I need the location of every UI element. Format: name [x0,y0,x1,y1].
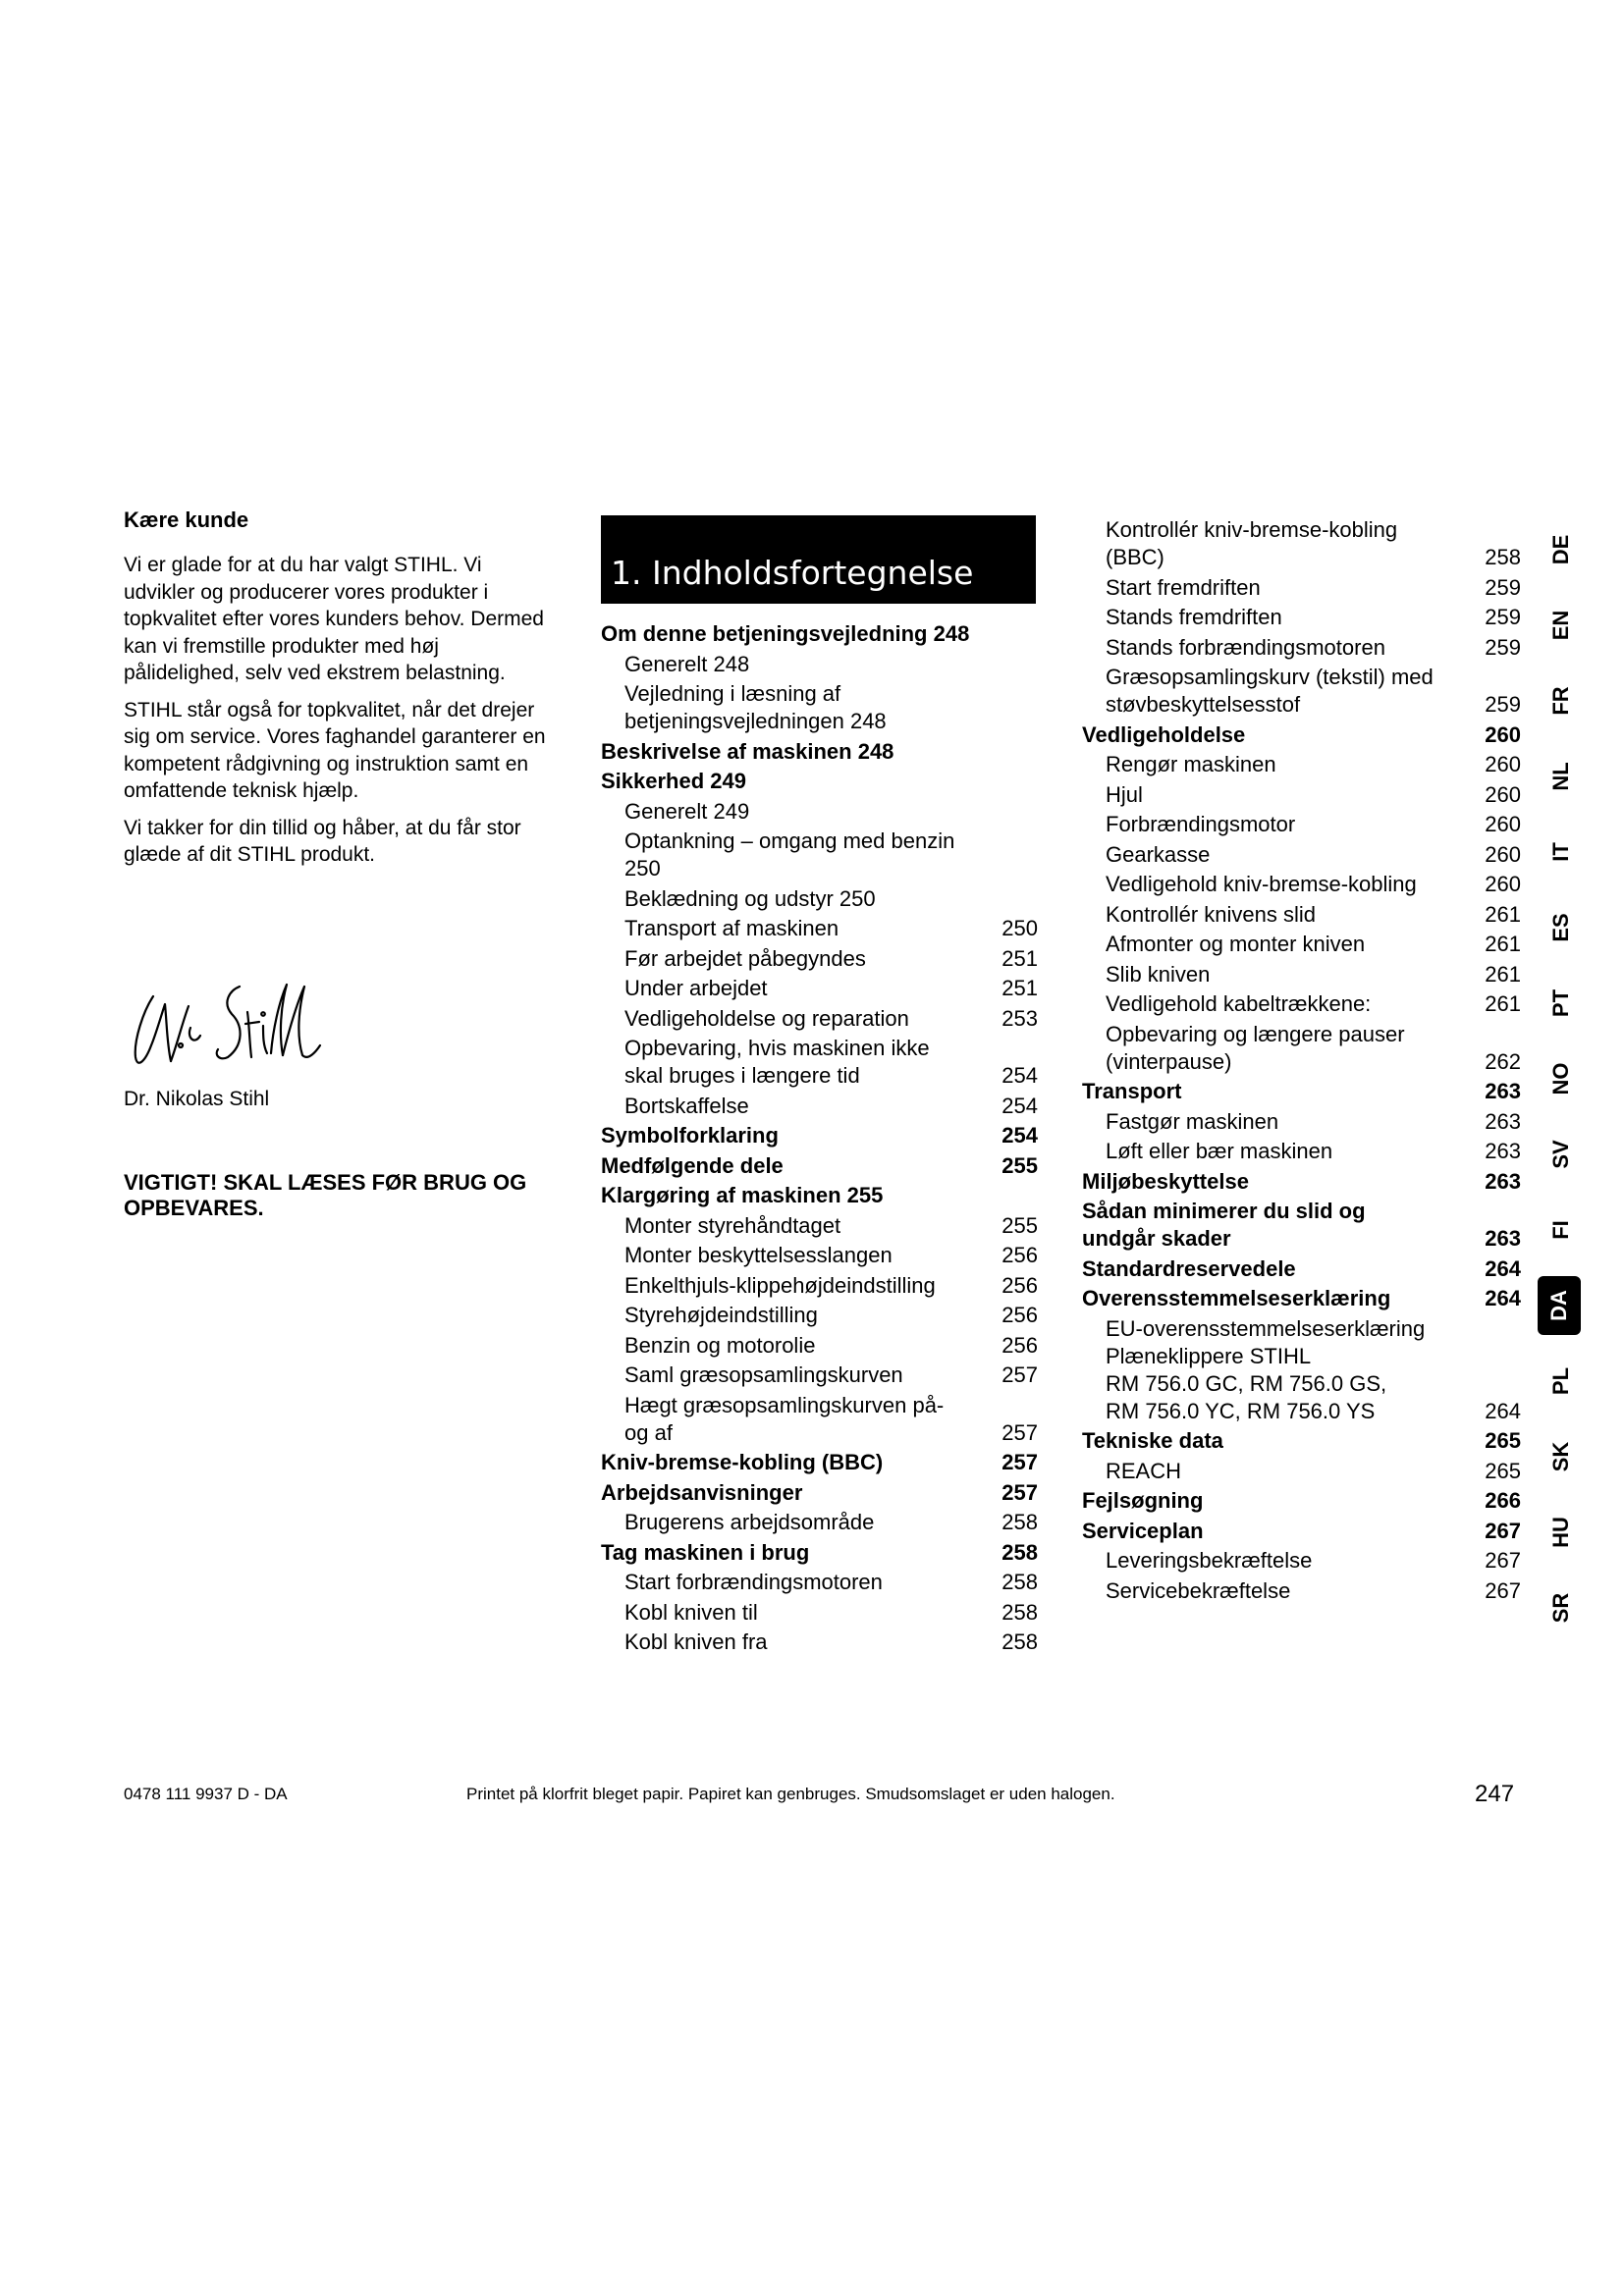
toc-entry-title-line: Enkelthjuls-klippehøjdeindstilling [624,1272,936,1298]
toc-entry-title [1106,1458,1476,1485]
toc-entry-page: 258 [1001,1629,1038,1654]
toc-entry-page: 263 [1485,1108,1521,1134]
language-tab-fr[interactable] [1542,671,1581,730]
toc-entry-title-line: Kobl kniven fra [624,1629,768,1654]
toc-entry-title [1106,781,1476,809]
toc-entry-title [1106,574,1476,602]
toc-entry-page: 265 [1485,1428,1521,1453]
toc-entry-title [1106,1108,1476,1136]
toc-entry-title-line: Opbevaring og længere pauser [1106,1021,1405,1046]
toc-entry-page: 263 [1485,1079,1521,1103]
toc-entry-title [624,1035,993,1090]
toc-entry-title-line: Stands fremdriften [1106,605,1282,629]
toc-entry-title-line: Græsopsamlingskurv (tekstil) med [1106,665,1434,689]
toc-entry-title-line: Beklædning og udstyr 250 [624,885,876,911]
toc-entry-title [1106,1547,1476,1575]
language-tab-label: PT [1548,988,1573,1018]
toc-entry-title [624,1569,993,1596]
toc-entry-title [624,885,993,913]
letter-paragraph: Vi takker for din tillid og håber, at du får stor glæde af dit STIHL produkt. [124,816,521,866]
toc-entry-title [1082,1198,1476,1253]
toc-entry-title-line: Forbrændingsmotor [1106,812,1296,836]
toc-entry-title-line: Bortskaffelse [624,1093,749,1118]
toc-entry-title [624,1302,993,1329]
toc-entry-page: 256 [1001,1243,1038,1267]
toc-entry-page: 251 [1001,945,1038,971]
toc-entry-page: 259 [1485,605,1521,629]
toc-subsection-entry[interactable] [601,651,1038,678]
toc-entry-title [601,1122,993,1149]
toc-entry-title [1106,990,1476,1018]
toc-entry-title-line: Afmonter og monter kniven [1106,932,1366,956]
toc-entry-page: 264 [1485,1398,1521,1423]
toc-entry-title-line: Optankning – omgang med benzin 250 [624,828,955,881]
toc-subsection-entry[interactable] [601,1242,1038,1269]
toc-subsection-entry[interactable] [601,1392,1038,1447]
toc-title: 1. Indholdsfortegnelse [611,554,974,592]
toc-section-entry[interactable] [601,620,1038,648]
toc-subsection-entry[interactable] [1082,990,1521,1018]
toc-title-box [601,515,1036,604]
toc-subsection-entry[interactable] [1082,901,1521,929]
language-tab-no[interactable] [1542,1049,1581,1108]
toc-entry-title-line: Transport [1082,1079,1182,1103]
toc-section-entry[interactable] [601,1539,1038,1567]
toc-entry-title [624,1093,993,1120]
page-number: 247 [1475,1781,1515,1807]
toc-subsection-entry[interactable] [1082,751,1521,778]
toc-section-entry[interactable] [1082,1285,1521,1312]
toc-entry-title-line: Transport af maskinen [624,916,839,940]
toc-entry-title-line: Tekniske data [1082,1428,1223,1453]
language-tab-sk[interactable] [1542,1427,1581,1486]
letter-greeting: Kære kunde [124,507,249,532]
toc-entry-title-line: Sikkerhed 249 [601,769,746,793]
toc-entry-title [1082,1285,1476,1312]
toc-entry-title [601,1182,993,1209]
toc-section-entry[interactable] [601,1152,1038,1180]
toc-entry-page: 259 [1485,634,1521,660]
language-tab-en[interactable] [1542,596,1581,655]
language-tab-de[interactable] [1542,520,1581,579]
toc-entry-title [624,1599,993,1627]
toc-entry-title [624,1272,993,1300]
toc-entry-title-line: Vedligeholdelse [1082,721,1246,747]
toc-section-entry[interactable] [1082,1518,1521,1545]
language-tab-pl[interactable] [1542,1352,1581,1411]
toc-entry-title-line: EU-overensstemmelseserklæring [1106,1315,1426,1341]
toc-subsection-entry[interactable] [601,885,1038,913]
toc-entry-title-line: Arbejdsanvisninger [601,1479,803,1505]
toc-entry-title [1106,1315,1476,1425]
language-tab-sv[interactable] [1542,1125,1581,1184]
toc-entry-page: 258 [1001,1510,1038,1534]
toc-subsection-entry[interactable] [1082,781,1521,809]
toc-entry-title-line: Generelt 249 [624,798,750,824]
language-tab-pt[interactable] [1542,974,1581,1033]
toc-subsection-entry[interactable] [1082,871,1521,898]
toc-entry-page: 260 [1485,841,1521,867]
toc-entry-title-line: Miljøbeskyttelse [1082,1168,1249,1194]
toc-entry-title-line: Symbolforklaring [601,1123,779,1148]
toc-entry-title-line: Standardreservedele [1082,1255,1296,1281]
toc-entry-title [1082,1255,1476,1283]
toc-entry-title [1106,841,1476,869]
toc-entry-title-line: skal bruges i længere tid [624,1063,860,1088]
toc-entry-title-line: Rengør maskinen [1106,752,1276,776]
toc-entry-page: 258 [1485,545,1521,569]
toc-entry-title-line: Om denne betjeningsvejledning 248 [601,621,970,646]
toc-subsection-entry[interactable] [601,945,1038,973]
toc-subsection-entry[interactable] [601,1035,1038,1090]
toc-entry-title-line: Servicebekræftelse [1106,1577,1291,1603]
toc-entry-title [601,768,993,795]
toc-entry-title-line: støvbeskyttelsesstof [1106,692,1301,717]
toc-entry-title-line: Start forbrændingsmotoren [624,1570,883,1594]
toc-entry-title-line: Vedligehold kabeltrækkene: [1106,991,1372,1016]
customer-letter [124,507,556,879]
toc-entry-title-line: Slib kniven [1106,961,1211,987]
toc-entry-title-line: Benzin og motorolie [624,1332,816,1358]
letter-paragraph: STIHL står også for topkvalitet, når det drejer sig om service. Vores faghandel garanterer en kompetent rådgivning og instruktion samt en omfattende teknisk hjælp. [124,698,546,802]
toc-entry-title [624,1629,993,1656]
language-tab-label: ES [1548,913,1573,942]
toc-section-entry[interactable] [601,768,1038,795]
toc-section-entry[interactable] [601,1479,1038,1507]
toc-entry-title-line: Kontrollér knivens slid [1106,901,1316,927]
toc-entry-title [1106,604,1476,631]
toc-subsection-entry[interactable] [601,1302,1038,1329]
toc-subsection-entry[interactable] [1082,604,1521,631]
language-tab-label: HU [1548,1517,1573,1548]
toc-subsection-entry[interactable] [1082,931,1521,958]
signer-name: Dr. Nikolas Stihl [124,1088,270,1110]
toc-entry-title [601,1539,993,1567]
toc-subsection-entry[interactable] [601,1569,1038,1596]
toc-subsection-entry[interactable] [601,828,1038,882]
toc-subsection-entry[interactable] [1082,1138,1521,1165]
toc-entry-page: 258 [1001,1539,1038,1565]
toc-entry-page: 250 [1001,916,1038,940]
toc-entry-title-line: Kontrollér kniv-bremse-kobling [1106,517,1398,542]
toc-entry-title [1082,1427,1476,1455]
language-tab-es[interactable] [1542,898,1581,957]
toc-entry-page: 261 [1485,932,1521,956]
signature-image [124,967,350,1080]
language-tab-label: NL [1548,762,1573,791]
toc-entry-page: 260 [1485,752,1521,776]
toc-entry-page: 257 [1001,1362,1038,1387]
toc-entry-title-line: og af [624,1419,673,1445]
toc-entry-title-line: Hjul [1106,781,1143,807]
letter-paragraph: Vi er glade for at du har valgt STIHL. Vi udvikler og producerer vores produkter i topkvalitet efter vores kunders behov. Dermed kan vi fremstille produkter med høj pålidelighed, selv ved ekstrem belastning. [124,554,544,684]
toc-entry-title-line: Saml græsopsamlingskurven [624,1362,903,1387]
toc-entry-title [601,1449,993,1476]
toc-subsection-entry[interactable] [1082,811,1521,838]
toc-entry-title-line: Start fremdriften [1106,574,1261,600]
toc-entry-title [624,945,993,973]
toc-entry-page: 259 [1485,574,1521,600]
toc-entry-page: 263 [1485,1226,1521,1251]
language-tab-it[interactable] [1542,823,1581,881]
toc-entry-page: 256 [1001,1303,1038,1327]
toc-section-entry[interactable] [1082,1487,1521,1515]
toc-entry-title-line: Leveringsbekræftelse [1106,1548,1313,1573]
language-tab-da[interactable] [1538,1276,1581,1335]
toc-column-middle [601,620,1038,1659]
toc-entry-title-line: Generelt 248 [624,651,750,676]
toc-entry-title [1082,721,1476,749]
toc-entry-title-line: Medfølgende dele [601,1152,784,1178]
toc-subsection-entry[interactable] [601,680,1038,735]
language-tab-sr[interactable] [1542,1578,1581,1637]
toc-entry-page: 255 [1001,1152,1038,1178]
toc-entry-page: 267 [1485,1518,1521,1543]
language-tab-label: PL [1548,1366,1573,1396]
language-tab-label: SV [1548,1140,1573,1169]
toc-subsection-entry[interactable] [1082,1577,1521,1605]
language-tab-label: EN [1548,610,1573,641]
toc-entry-title [624,828,993,882]
language-tab-fi[interactable] [1542,1201,1581,1259]
language-tab-label: NO [1548,1062,1573,1095]
toc-entry-title [1082,1487,1476,1515]
toc-entry-title-line: Plæneklippere STIHL [1106,1343,1312,1368]
toc-subsection-entry[interactable] [1082,841,1521,869]
toc-subsection-entry[interactable] [601,798,1038,826]
toc-entry-title [1106,871,1476,898]
toc-entry-title-line: Gearkasse [1106,841,1211,867]
toc-subsection-entry[interactable] [601,915,1038,942]
toc-entry-title-line: Tag maskinen i brug [601,1539,810,1565]
toc-entry-title-line: Overensstemmelseserklæring [1082,1286,1391,1310]
toc-section-entry[interactable] [1082,1168,1521,1196]
toc-entry-title-line: RM 756.0 GC, RM 756.0 GS, [1106,1370,1387,1396]
toc-entry-title [1106,811,1476,838]
toc-entry-title [624,915,993,942]
toc-entry-title-line: Klargøring af maskinen 255 [601,1183,884,1207]
toc-entry-title-line: Styrehøjdeindstilling [624,1303,818,1327]
warning-notice: VIGTIGT! SKAL LÆSES FØR BRUG OG OPBEVARES. [124,1170,527,1220]
toc-entry-title-line: Vedligeholdelse og reparation [624,1005,909,1031]
toc-entry-title-line: REACH [1106,1458,1182,1483]
toc-entry-title [1082,1518,1476,1545]
footer-note: Printet på klorfrit bleget papir. Papiret kan genbruges. Smudsomslaget er uden halogen. [466,1785,1115,1803]
toc-entry-page: 263 [1485,1168,1521,1194]
toc-column-right [1082,516,1521,1607]
toc-entry-title [624,1242,993,1269]
toc-section-entry[interactable] [1082,1078,1521,1105]
toc-subsection-entry[interactable] [601,1332,1038,1360]
toc-section-entry[interactable] [1082,1255,1521,1283]
toc-section-entry[interactable] [601,738,1038,766]
toc-subsection-entry[interactable] [601,1272,1038,1300]
toc-subsection-entry[interactable] [601,1599,1038,1627]
toc-subsection-entry[interactable] [601,975,1038,1002]
toc-section-entry[interactable] [601,1449,1038,1476]
toc-subsection-entry[interactable] [1082,664,1521,719]
toc-subsection-entry[interactable] [1082,634,1521,662]
toc-entry-page: 265 [1485,1458,1521,1483]
toc-entry-title [1106,664,1476,719]
toc-entry-title [624,1332,993,1360]
toc-entry-title-line: Fejlsøgning [1082,1488,1204,1513]
toc-entry-title [601,738,993,766]
toc-entry-title [624,1005,993,1033]
toc-entry-title [601,620,993,648]
toc-entry-page: 267 [1485,1548,1521,1573]
toc-entry-title-line: Beskrivelse af maskinen 248 [601,738,894,764]
toc-entry-page: 256 [1001,1272,1038,1298]
toc-subsection-entry[interactable] [1082,1547,1521,1575]
toc-subsection-entry[interactable] [601,1005,1038,1033]
toc-entry-title-line: Opbevaring, hvis maskinen ikke [624,1036,930,1060]
toc-section-entry[interactable] [1082,1198,1521,1253]
toc-entry-title-line: Monter styrehåndtaget [624,1212,841,1238]
language-tab-label: DE [1548,534,1573,565]
toc-entry-title-line: undgår skader [1082,1226,1231,1251]
toc-entry-title-line: Serviceplan [1082,1518,1204,1543]
toc-entry-title [624,1509,993,1536]
toc-entry-page: 255 [1001,1212,1038,1238]
toc-entry-title-line: Fastgør maskinen [1106,1108,1279,1134]
toc-entry-page: 261 [1485,961,1521,987]
toc-entry-title [601,1479,993,1507]
toc-entry-page: 259 [1485,692,1521,717]
toc-subsection-entry[interactable] [1082,1315,1521,1425]
toc-entry-title [1106,634,1476,662]
toc-entry-title-line: Brugerens arbejdsområde [624,1510,875,1534]
language-tab-label: IT [1548,842,1573,862]
toc-entry-page: 257 [1001,1479,1038,1505]
toc-entry-page: 267 [1485,1577,1521,1603]
toc-entry-title [1082,1078,1476,1105]
language-tab-label: SK [1548,1441,1573,1472]
toc-entry-title-line: RM 756.0 YC, RM 756.0 YS [1106,1398,1376,1423]
toc-entry-title-line: (vinterpause) [1106,1048,1232,1074]
toc-entry-title [624,651,993,678]
toc-entry-title [1082,1168,1476,1196]
toc-subsection-entry[interactable] [1082,961,1521,988]
toc-entry-page: 258 [1001,1599,1038,1625]
toc-subsection-entry[interactable] [1082,574,1521,602]
toc-entry-title [1106,961,1476,988]
toc-entry-page: 260 [1485,721,1521,747]
language-tab-label: DA [1546,1290,1571,1321]
toc-subsection-entry[interactable] [601,1093,1038,1120]
toc-entry-title-line: Vejledning i læsning af [624,681,841,706]
toc-entry-title-line: Stands forbrændingsmotoren [1106,634,1385,660]
toc-entry-title [624,798,993,826]
toc-entry-page: 260 [1485,812,1521,836]
toc-entry-page: 262 [1485,1048,1521,1074]
toc-entry-title-line: betjeningsvejledningen 248 [624,709,887,733]
toc-entry-page: 266 [1485,1488,1521,1513]
toc-entry-page: 257 [1001,1450,1038,1474]
toc-entry-title-line: Monter beskyttelsesslangen [624,1243,893,1267]
toc-entry-title [1106,516,1476,571]
language-tab-nl[interactable] [1542,747,1581,806]
toc-entry-title-line: Sådan minimerer du slid og [1082,1199,1366,1223]
toc-entry-title-line: Kobl kniven til [624,1599,758,1625]
toc-entry-page: 264 [1485,1255,1521,1281]
toc-entry-title-line: Under arbejdet [624,976,768,1000]
document-code: 0478 111 9937 D - DA [124,1785,288,1803]
toc-section-entry[interactable] [1082,1427,1521,1455]
toc-entry-title-line: (BBC) [1106,545,1164,569]
toc-entry-page: 254 [1001,1093,1038,1118]
toc-entry-page: 258 [1001,1570,1038,1594]
toc-entry-page: 260 [1485,872,1521,896]
toc-subsection-entry[interactable] [1082,1021,1521,1076]
toc-entry-page: 257 [1001,1419,1038,1445]
toc-entry-page: 260 [1485,781,1521,807]
language-tab-label: FR [1548,686,1573,716]
toc-entry-title [624,1212,993,1240]
language-tab-label: SR [1548,1592,1573,1624]
toc-entry-page: 256 [1001,1332,1038,1358]
toc-section-entry[interactable] [1082,721,1521,749]
language-tab-label: FI [1548,1220,1573,1240]
toc-entry-title [1106,751,1476,778]
toc-entry-page: 253 [1001,1005,1038,1031]
toc-entry-title [624,1362,993,1389]
toc-entry-title [1106,1138,1476,1165]
toc-entry-title [624,975,993,1002]
toc-entry-page: 254 [1001,1123,1038,1148]
toc-subsection-entry[interactable] [601,1212,1038,1240]
toc-entry-title-line: Løft eller bær maskinen [1106,1139,1333,1163]
toc-entry-title [1106,1021,1476,1076]
toc-section-entry[interactable] [601,1122,1038,1149]
toc-entry-page: 261 [1485,991,1521,1016]
toc-subsection-entry[interactable] [601,1362,1038,1389]
toc-subsection-entry[interactable] [601,1509,1038,1536]
toc-entry-title-line: Hægt græsopsamlingskurven på- [624,1392,945,1417]
toc-entry-title [1106,931,1476,958]
toc-entry-page: 254 [1001,1063,1038,1088]
toc-entry-title [624,1392,993,1447]
toc-subsection-entry[interactable] [1082,1108,1521,1136]
toc-entry-page: 261 [1485,901,1521,927]
toc-entry-title-line: Før arbejdet påbegyndes [624,945,866,971]
language-tab-hu[interactable] [1542,1503,1581,1562]
toc-subsection-entry[interactable] [601,1629,1038,1656]
toc-entry-title [1106,1577,1476,1605]
toc-entry-title-line: Kniv-bremse-kobling (BBC) [601,1450,884,1474]
toc-entry-page: 251 [1001,976,1038,1000]
toc-entry-page: 263 [1485,1139,1521,1163]
toc-entry-title [601,1152,993,1180]
toc-entry-title-line: Vedligehold kniv-bremse-kobling [1106,872,1417,896]
toc-subsection-entry[interactable] [1082,1458,1521,1485]
toc-entry-page: 264 [1485,1286,1521,1310]
toc-entry-title [624,680,993,735]
toc-subsection-entry[interactable] [1082,516,1521,571]
toc-section-entry[interactable] [601,1182,1038,1209]
toc-entry-title [1106,901,1476,929]
